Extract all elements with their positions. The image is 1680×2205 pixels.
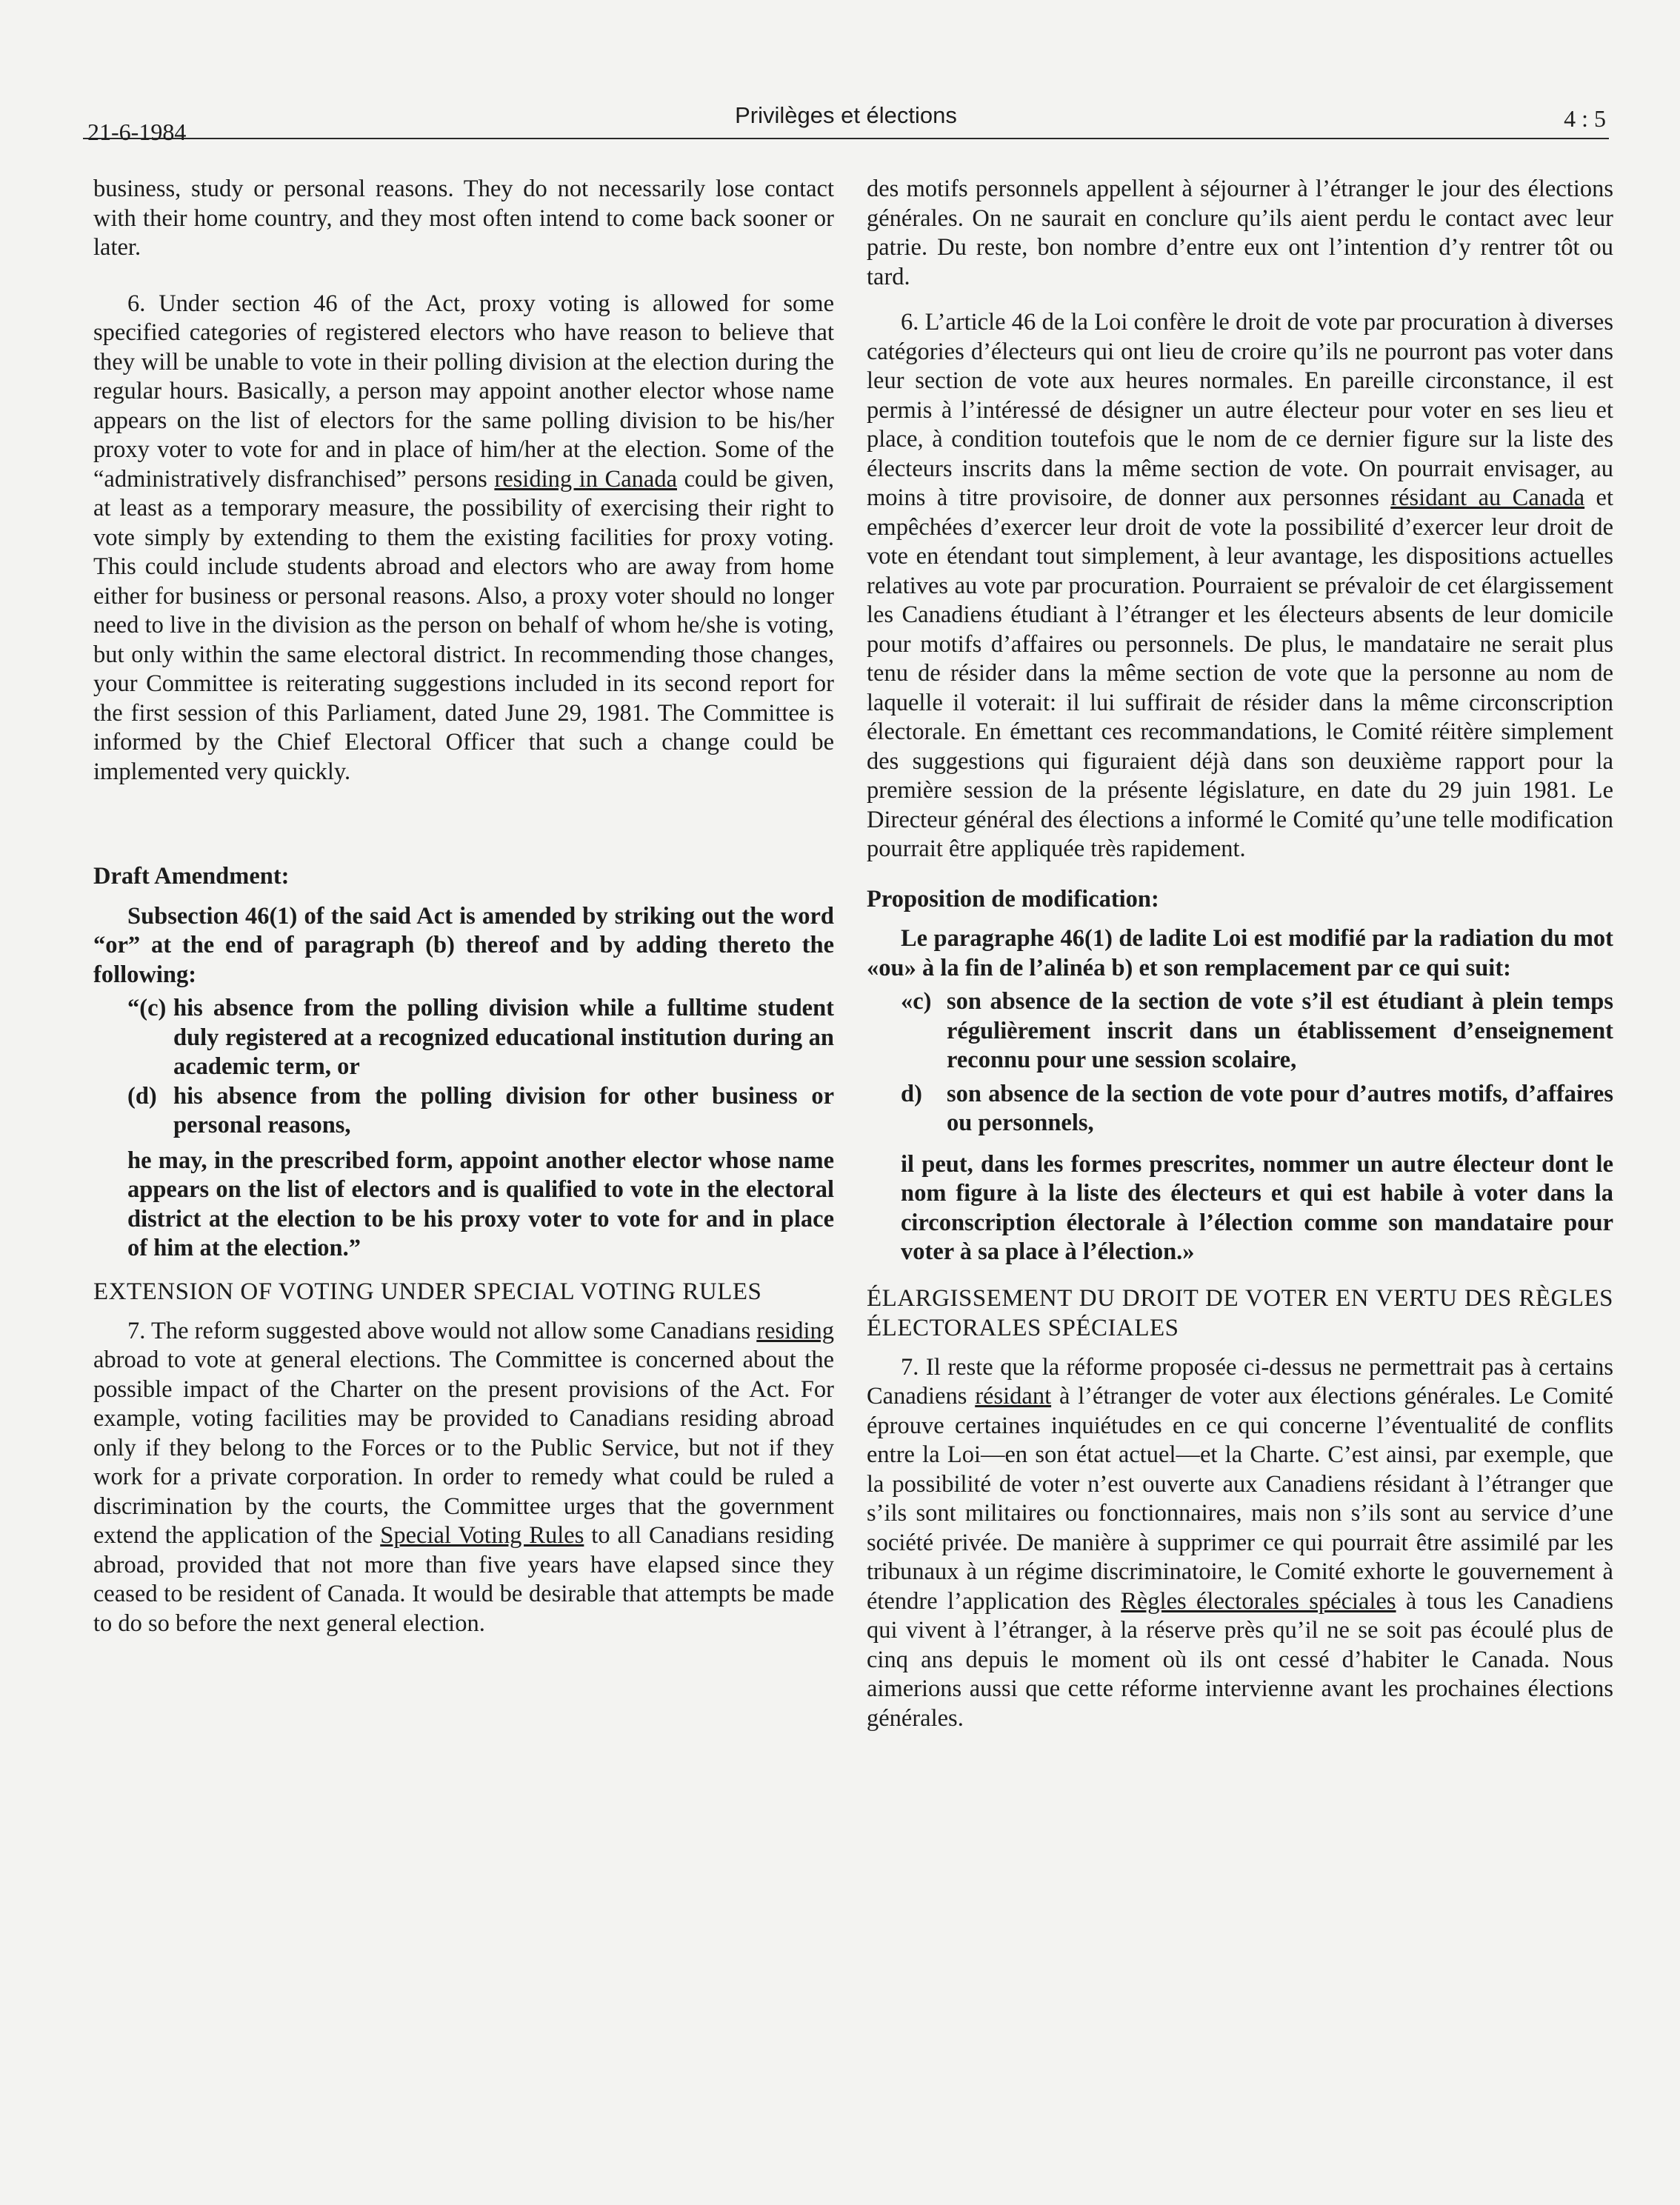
paragraph-7: 7. Il reste que la réforme proposée ci-dessus ne permettrait pas à certains Canadiens résidant à l’étranger de voter aux élections générales. Le Comité éprouve certaines inquiétudes en ce qui concerne l’éventualité de conflits entre la Loi—en son état actuel—et la Charte. C’est ainsi, par exemple, que la possibilité de voter n’est ouverte aux Canadiens résidant à l’étranger que s’ils sont militaires ou fonctionnaires, mais non s’ils sont au service d’une société privée. De manière à supprimer ce qui pourrait être assimilé par les tribunaux à un régime discriminatoire, le Comité exhorte le gouvernement à étendre l’application des Règles électorales spéciales à tous les Canadiens qui vivent à l’étranger, à la réserve près qu’il ne se soit pas écoulé plus de cinq ans depuis le moment où ils ont cessé d’habiter le Canada. Nous aimerions aussi que cette réforme intervienne avant les prochaines élections générales.	[867, 1353, 1613, 1732]
underlined-phrase: residing in Canada	[494, 465, 678, 493]
header-title: Privilèges et élections	[735, 102, 957, 128]
amendment-item-d: d) son absence de la section de vote pour d’autres motifs, d’affaires ou personnels,	[901, 1080, 1613, 1136]
draft-amendment-heading: Proposition de modification:	[867, 885, 1159, 913]
underlined-phrase: Special Voting Rules	[380, 1522, 584, 1549]
section-title: EXTENSION OF VOTING UNDER SPECIAL VOTING RULES	[93, 1278, 762, 1305]
draft-amendment-intro: Subsection 46(1) of the said Act is amended by striking out the word “or” at the end of paragraph (b) thereof and by adding thereto the following:	[93, 902, 834, 988]
underlined-phrase: Règles électorales spéciales	[1121, 1587, 1396, 1615]
underlined-word: résidant	[975, 1383, 1052, 1410]
amendment-item-c: “(c) his absence from the polling division while a fulltime student duly registered at a recognized educational institution during an academic term, or	[127, 995, 834, 1080]
paragraph-6: 6. L’article 46 de la Loi confère le droit de vote par procuration à diverses catégories d’électeurs qui ont lieu de croire qu’ils ne pourront pas voter dans leur section de vote aux heures normales. En pareille circonstance, il est permis à l’intéressé de désigner un autre électeur pour voter en ses lieu et place, à condition toutefois que le nom de ce dernier figure sur la liste des électeurs inscrits dans la même section de vote. On pourrait envisager, au moins à titre provisoire, de donner aux personnes résidant au Canada et empêchées d’exercer leur droit de vote la possibilité d’exercer leur droit de vote en étendant tout simplement, à leur avantage, les dispositions actuelles relatives au vote par procuration. Pourraient se prévaloir de cet élargissement les Canadiens étudiant à l’étranger et les électeurs absents de leur domicile pour motifs d’affaires ou personnels. De plus, le mandataire ne serait plus tenu de résider dans la même section de vote que la personne au nom de laquelle il voterait: il lui suffirait de résider dans la même circonscription électorale. En émettant ces recommandations, le Comité réitère simplement des suggestions qui figuraient déjà dans son deuxième rapport pour la première session de la présente législature, en date du 29 juin 1981. Le Directeur général des élections a informé le Comité qu’une telle modification pourrait être appliquée très rapidement.	[867, 309, 1613, 862]
paragraph-7: 7. The reform suggested above would not allow some Canadians residing abroad to vote at general elections. The Committee is concerned about the possible impact of the Charter on the present provisions of the Act. For example, voting facilities may be provided to Canadians residing abroad only if they belong to the Forces or to the Public Service, but not if they work for a private corporation. In order to remedy what could be ruled a discrimination by the courts, the Committee urges that the government extend the application of the Special Voting Rules to all Canadians residing abroad, provided that not more than five years have elapsed since they ceased to be resident of Canada. It would be desirable that attempts be made to do so before the next general election.	[93, 1317, 834, 1637]
paragraph-continuation: business, study or personal reasons. They do not necessarily lose contact with their home country, and they most often intend to come back sooner or later.	[93, 176, 834, 261]
page-number: 4 : 5	[1564, 105, 1606, 132]
section-title: ÉLARGISSEMENT DU DROIT DE VOTER EN VERTU DES RÈGLES ÉLECTORALES SPÉCIALES	[867, 1284, 1613, 1341]
header-date: 21-6-1984	[87, 119, 187, 145]
underlined-word: residing	[756, 1317, 834, 1344]
english-column	[93, 175, 834, 1638]
amendment-item-c: «c) son absence de la section de vote s’il est étudiant à plein temps régulièrement inscrit dans un établissement d’enseignement reconnu pour une session scolaire,	[901, 988, 1613, 1073]
paragraph-6: 6. Under section 46 of the Act, proxy voting is allowed for some specified categories of registered electors who have reason to believe that they will be unable to vote in their polling division at the election during the regular hours. Basically, a person may appoint another elector whose name appears on the list of electors for the same polling division to be his/her proxy voter to vote for and in place of him/her at the election. Some of the “administratively disfranchised” persons residing in Canada could be given, at least as a temporary measure, the possibility of exercising their right to vote simply by extending to them the existing facilities for proxy voting. This could include students abroad and electors who are away from home either for business or personal reasons. Also, a proxy voter should no longer need to live in the division as the person on behalf of whom he/she is voting, but only within the same electoral district. In recommending those changes, your Committee is reiterating suggestions included in its second report for the first session of this Parliament, dated June 29, 1981. The Committee is informed by the Chief Electoral Officer that such a change could be implemented very quickly.	[93, 290, 834, 785]
french-column	[867, 175, 1613, 1733]
paragraph-continuation: des motifs personnels appellent à séjourner à l’étranger le jour des élections générales. On ne saurait en conclure qu’ils aient perdu le contact avec leur patrie. Du reste, bon nombre d’entre eux ont l’intention d’y rentrer tôt ou tard.	[867, 176, 1613, 290]
page-header	[83, 101, 1609, 145]
draft-amendment-heading: Draft Amendment:	[93, 863, 290, 890]
draft-amendment-intro: Le paragraphe 46(1) de ladite Loi est modifié par la radiation du mot «ou» à la fin de l’alinéa b) et son remplacement par ce qui suit:	[867, 925, 1613, 981]
underlined-phrase: résidant au Canada	[1390, 484, 1585, 511]
amendment-item-d: (d) his absence from the polling division for other business or personal reasons,	[127, 1082, 834, 1138]
draft-amendment-close: il peut, dans les formes prescrites, nommer un autre électeur dont le nom figure à la liste des électeurs et qui est habile à voter dans la circonscription électorale à l’élection comme son mandataire pour voter à sa place à l’élection.»	[901, 1150, 1613, 1265]
draft-amendment-close: he may, in the prescribed form, appoint another elector whose name appears on the list of electors and is qualified to vote in the electoral district at the election to be his proxy voter to vote for and in place of him at the election.”	[127, 1147, 834, 1261]
